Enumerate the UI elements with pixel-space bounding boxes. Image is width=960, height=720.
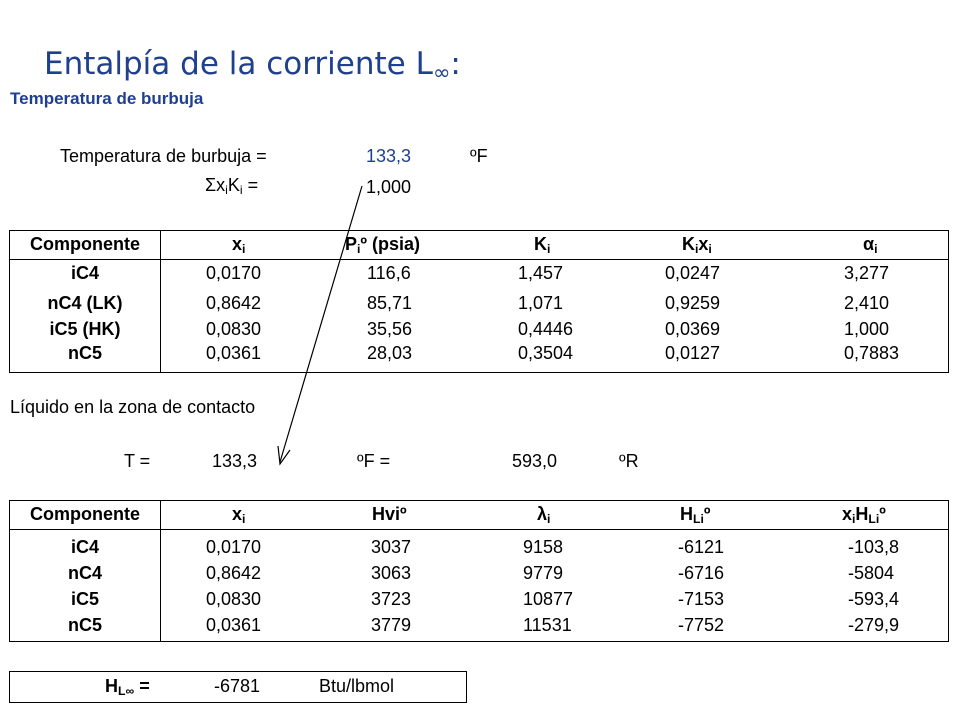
t2-r2-xhl: -5804	[848, 563, 895, 583]
r-unit: ºR	[619, 451, 639, 471]
t2-r2-hl: -6716	[678, 563, 725, 583]
header-componente-2: Componente	[30, 504, 140, 524]
t1-r2-kx: 0,9259	[665, 293, 721, 313]
t2-r1-lambda: 9158	[523, 537, 564, 557]
header-componente: Componente	[30, 234, 140, 254]
t2-r3-x: 0,0830	[206, 589, 262, 609]
sum-xk-value: 1,000	[366, 177, 412, 197]
t2-r4-lambda: 11531	[523, 615, 572, 635]
t1-r1-x: 0,0170	[206, 263, 262, 283]
t1-r4-x: 0,0361	[206, 343, 262, 363]
t1-r1-k: 1,457	[518, 263, 564, 283]
t1-r1-componente: iC4	[70, 263, 99, 283]
t2-r4-xhl: -279,9	[848, 615, 900, 635]
t1-r4-componente: nC5	[67, 343, 102, 363]
t2-r3-hl: -7153	[678, 589, 725, 609]
volatility-table	[9, 230, 949, 373]
t2-r1-hl: -6121	[678, 537, 725, 557]
t2-r3-hv: 3723	[371, 589, 412, 609]
t2-r1-xhl: -103,8	[848, 537, 900, 557]
t1-r1-kx: 0,0247	[665, 263, 721, 283]
t1-r2-k: 1,071	[518, 293, 564, 313]
t2-r4-componente: nC5	[67, 615, 102, 635]
result-label: $H_{L\infty}$ =	[105, 676, 150, 699]
t2-r2-lambda: 9779	[523, 563, 564, 583]
r-value: 593,0	[512, 451, 558, 471]
t1-r3-componente: iC5 (HK)	[49, 319, 121, 339]
header-xi-2: $x_i$	[232, 504, 246, 527]
t2-r1-componente: iC4	[70, 537, 99, 557]
sum-xk-label: $\Sigma x_iK_i$ =	[205, 175, 259, 198]
t2-r3-xhl: -593,4	[848, 589, 900, 609]
t2-r2-componente: nC4	[67, 563, 102, 583]
header-hli: $H_{Li}º$	[680, 504, 711, 527]
t2-r1-hv: 3037	[371, 537, 412, 557]
bubble-temp-unit: ºF	[470, 146, 488, 166]
result-box	[9, 671, 467, 703]
t1-r3-kx: 0,0369	[665, 319, 721, 339]
result-unit: Btu/lbmol	[319, 676, 395, 696]
t1-r2-x: 0,8642	[206, 293, 262, 313]
result-value: -6781	[214, 676, 261, 696]
volatility-table-header	[10, 231, 948, 260]
t2-r2-hv: 3063	[371, 563, 412, 583]
header-hvi: Hviº	[372, 504, 407, 524]
header-ki: $K_i$	[534, 234, 551, 257]
t1-r4-p: 28,03	[367, 343, 413, 363]
header-xihli: $x_iH_{Li}º$	[842, 504, 886, 527]
t1-r3-k: 0,4446	[518, 319, 574, 339]
section-title: Temperatura de burbuja	[10, 89, 204, 108]
header-kixi: $K_ix_i$	[682, 234, 712, 257]
t2-r4-x: 0,0361	[206, 615, 262, 635]
t1-r1-p: 116,6	[367, 263, 411, 283]
t2-r4-hl: -7752	[678, 615, 725, 635]
t1-r1-alpha: 3,277	[844, 263, 890, 283]
t1-r3-p: 35,56	[367, 319, 413, 339]
t-value: 133,3	[212, 451, 258, 471]
t1-r4-alpha: 0,7883	[844, 343, 900, 363]
enthalpy-table-header	[10, 501, 948, 530]
t1-r2-componente: nC4 (LK)	[47, 293, 123, 313]
enthalpy-table	[9, 500, 949, 642]
bubble-temp-label: Temperatura de burbuja =	[60, 146, 267, 166]
f-unit: ºF =	[357, 451, 391, 471]
t2-r4-hv: 3779	[371, 615, 412, 635]
header-pi: $P_iº$ (psia)	[345, 234, 421, 257]
t-label: T =	[124, 451, 151, 471]
liquid-zone-label: Líquido en la zona de contacto	[10, 397, 256, 417]
t1-r2-p: 85,71	[367, 293, 413, 313]
t2-r3-lambda: 10877	[523, 589, 574, 609]
t1-r2-alpha: 2,410	[844, 293, 890, 313]
t1-r4-kx: 0,0127	[665, 343, 721, 363]
header-lambda: $\lambda_i$	[537, 504, 551, 527]
slide-title: Entalpía de la corriente $L_\infty$:	[44, 46, 461, 85]
t2-r3-componente: iC5	[70, 589, 99, 609]
t2-r1-x: 0,0170	[206, 537, 262, 557]
t1-r4-k: 0,3504	[518, 343, 574, 363]
header-alpha: $\alpha_i$	[863, 234, 878, 257]
arrow-icon	[270, 180, 380, 470]
bubble-temp-value: 133,3	[366, 146, 412, 166]
t2-r2-x: 0,8642	[206, 563, 262, 583]
header-xi: $x_i$	[232, 234, 246, 257]
t1-r3-alpha: 1,000	[844, 319, 890, 339]
t1-r3-x: 0,0830	[206, 319, 262, 339]
